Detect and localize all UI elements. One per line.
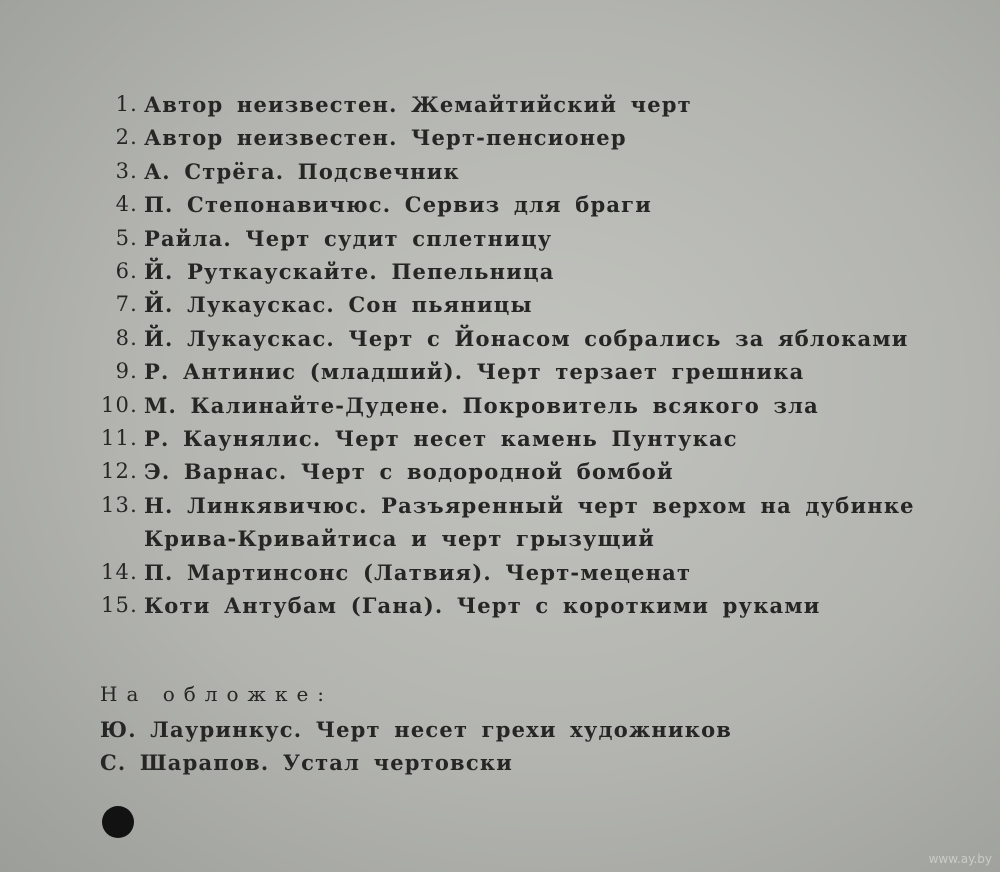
list-item bbox=[100, 222, 990, 255]
item-text: Автор неизвестен. Жемайтийский черт bbox=[144, 92, 692, 117]
illustration-list bbox=[100, 88, 990, 623]
item-text: Р. Каунялис. Черт несет камень Пунтукас bbox=[144, 426, 738, 452]
item-number: 7. bbox=[115, 292, 138, 317]
list-item bbox=[100, 589, 990, 622]
item-number: 10. bbox=[101, 392, 138, 417]
list-item bbox=[100, 422, 990, 455]
list-item-continuation bbox=[100, 522, 990, 555]
item-number: 6. bbox=[115, 259, 138, 284]
list-item bbox=[100, 121, 990, 154]
cover-line: Ю. Лауринкус. Черт несет грехи художников bbox=[100, 716, 733, 742]
item-text: Коти Антубам (Гана). Черт с короткими руками bbox=[144, 593, 821, 619]
cover-section bbox=[100, 677, 990, 780]
item-text: Й. Лукаускас. Черт с Йонасом собрались за яблоками bbox=[144, 325, 909, 351]
item-number: 9. bbox=[115, 359, 138, 384]
item-number: 12. bbox=[101, 459, 138, 484]
list-item bbox=[100, 288, 990, 321]
watermark: www.ay.by bbox=[928, 852, 992, 866]
item-number: 14. bbox=[101, 559, 138, 584]
cover-line: С. Шарапов. Устал чертовски bbox=[100, 749, 513, 775]
item-number: 15. bbox=[101, 593, 138, 618]
item-number: 13. bbox=[101, 492, 138, 517]
item-number: 2. bbox=[115, 125, 138, 150]
item-text: Р. Антинис (младший). Черт терзает грешника bbox=[144, 359, 805, 385]
item-number: 11. bbox=[101, 426, 138, 451]
item-number: 5. bbox=[115, 225, 138, 250]
list-item bbox=[100, 155, 990, 188]
list-item bbox=[100, 389, 990, 422]
item-number: 8. bbox=[115, 325, 138, 350]
list-item bbox=[100, 188, 990, 221]
item-text: Крива-Кривайтиса и черт грызущий bbox=[144, 526, 656, 552]
item-text: П. Мартинсонс (Латвия). Черт-меценат bbox=[144, 559, 692, 585]
list-item bbox=[100, 255, 990, 288]
item-number: 4. bbox=[115, 192, 138, 217]
item-text: Н. Линкявичюс. Разъяренный черт верхом на дубинке bbox=[144, 492, 915, 518]
item-text: Й. Руткаускайте. Пепельница bbox=[144, 259, 555, 285]
item-text: Й. Лукаускас. Сон пьяницы bbox=[144, 292, 533, 318]
item-text: М. Калинайте-Дудене. Покровитель всякого зла bbox=[144, 392, 819, 418]
item-number: 1. bbox=[115, 92, 138, 116]
bullet-dot bbox=[102, 806, 134, 838]
list-item bbox=[100, 455, 990, 488]
content bbox=[100, 88, 990, 779]
list-item bbox=[100, 322, 990, 355]
item-text: П. Степонавичюс. Сервиз для браги bbox=[144, 192, 652, 218]
item-text: Райла. Черт судит сплетницу bbox=[144, 225, 553, 251]
item-number: 3. bbox=[115, 158, 138, 183]
list-item bbox=[100, 489, 990, 522]
item-text: Автор неизвестен. Черт-пенсионер bbox=[144, 125, 627, 151]
list-item bbox=[100, 355, 990, 388]
list-item bbox=[100, 88, 990, 121]
item-text: Э. Варнас. Черт с водородной бомбой bbox=[144, 459, 674, 485]
item-text: А. Стрёга. Подсвечник bbox=[144, 158, 460, 184]
list-item bbox=[100, 556, 990, 589]
cover-heading: На обложке: bbox=[100, 681, 334, 706]
